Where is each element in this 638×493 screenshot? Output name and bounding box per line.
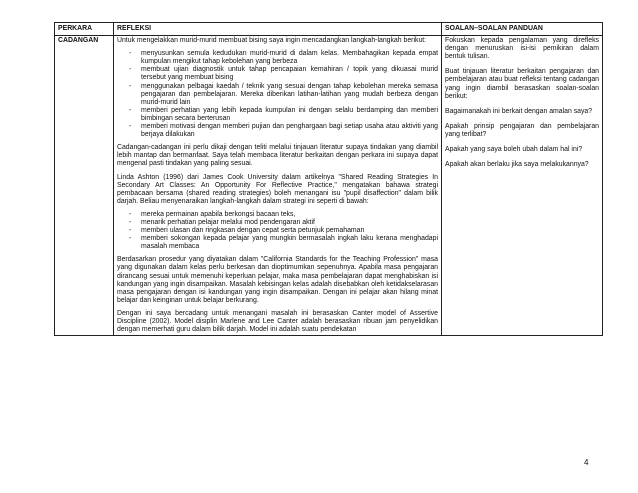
guide-question: Bagaimanakah ini berkait dengan amalan saya?: [445, 107, 593, 115]
paragraph-california: Berdasarkan prosedur yang diyatakan dalam "California Standards for the Teaching Profession" masa yang digunakan dalam kelas perlu berkesan dan dioptimumkan sepenuhnya. Apabila masa pengajaran dirancang sesuai untuk memenuhi keperluan pelajar, maka masa pembelajaran dapat menghabiskan isi kandungan yang ingin disampaikan. Masalah kebisingan kelas adalah disebabkan oleh ketidakselarasan masa pengajaran dengan isi kandungan yang ingin disampaikan. Dengan ini pelajar akan hilang minat belajar dan keinginan untuk belajar berkurang.: [117, 256, 438, 304]
list-item: - memberi motivasi dengan memberi pujian dan penghargaan bagi setiap usaha atau aktiviti yang berjaya dilakukan: [117, 123, 438, 139]
list-item: - menarik perhatian pelajar melalui mod pendengaran aktif: [117, 219, 438, 227]
list-item: - menyusunkan semula kedudukan murid-murid di dalam kelas. Membahagikan kepada empat kumpulan mengikut tahap kebolehan yang berbeza: [117, 50, 438, 66]
document-page: [54, 22, 602, 336]
table-header-row: [55, 23, 603, 36]
list-item: - menggunakan pelbagai kaedah / teknik yang sesuai dengan tahap kebolehan mereka semasa pengajaran dan pembelajaran. Mereka diberikan latihan-latihan yang mudah berbeza dengan murid-murid lain: [117, 83, 438, 107]
suggestion-list: [117, 50, 438, 139]
paragraph-ashton: Linda Ashton (1996) dari James Cook University dalam artikelnya "Shared Reading Strategies In Secondary Art Classes: An Opportunity For Reflective Practice," mengatakan bahawa strategi pembacaan bersama (shared reading strategies) boleh menangani isu "pupil disaffection" dalam bilik darjah. Beliau menyenaraikan langkah-langkah dalam strategi ini seperti di bawah:: [117, 173, 438, 205]
header-perkara: PERKARA: [55, 23, 114, 36]
guide-question: Apakah yang saya boleh ubah dalam hal ini?: [445, 146, 583, 154]
paragraph-canter: Dengan ini saya bercadang untuk menangani masalah ini berasaskan Canter model of Assertive Discipline (2002). Model disiplin Marlene and Lee Canter adalah berasaskan ribuan jam penyelidikan dengan memerhati guru dalam bilik darjah. Model ini adalah suatu pendekatan: [117, 309, 438, 334]
refleksi-cell: [114, 36, 442, 336]
list-item: - memberi ulasan dan ringkasan dengan cepat serta petunjuk pemahaman: [117, 227, 438, 235]
header-refleksi: REFLEKSI: [114, 23, 442, 36]
guide-questions-cell: [442, 36, 603, 336]
guide-question: Apakah akan berlaku jika saya melakukannya?: [445, 161, 589, 169]
page-number: 4: [584, 458, 589, 467]
intro-text: Untuk mengelakkan murid-murid membuat bising saya ingin mencadangkan langkah-langkah berikut:: [117, 37, 427, 45]
guide-question: Fokuskan kepada pengalaman yang direfleks dengan menuruskan isi-isi pemikiran dalam bentuk tulisan.: [445, 37, 599, 61]
row-label: CADANGAN: [55, 36, 114, 336]
guide-question: Buat tinjauan literatur berkaitan pengajaran dan pembelajaran atau buat refleksi tentang cadangan yang ingin diambil berasaskan soalan-soalan berikut:: [445, 68, 599, 100]
list-item: - membuat ujian diagnostik untuk tahap pencapaian kemahiran / topik yang dikuasai murid tersebut yang membuat bising: [117, 66, 438, 82]
strategy-list: [117, 211, 438, 251]
paragraph-literature: Cadangan-cadangan ini perlu dikaji dengan teliti melalui tinjauan literatur supaya tindakan yang diambil lebih mantap dan bermanfaat. Saya telah membaca literatur berkaitan dengan perkara ini supaya dapat mengenal pasti tindakan yang paling sesuai.: [117, 144, 438, 168]
guide-question: Apakah prinsip pengajaran dan pembelajaran yang terlibat?: [445, 122, 599, 138]
table-row: [55, 36, 603, 336]
list-item: - mereka permainan apabila berkongsi bacaan teks,: [117, 211, 438, 219]
list-item: - memberi sokongan kepada pelajar yang mungkin bermasalah ingkah laku kerana menghadapi masalah membaca: [117, 235, 438, 251]
list-item: - memberi perhatian yang lebih kepada kumpulan ini dengan selalu berdamping dan memberi bimbingan secara berterusan: [117, 107, 438, 123]
header-soalan: SOALAN–SOALAN PANDUAN: [442, 23, 603, 36]
reflection-table: [54, 22, 603, 336]
